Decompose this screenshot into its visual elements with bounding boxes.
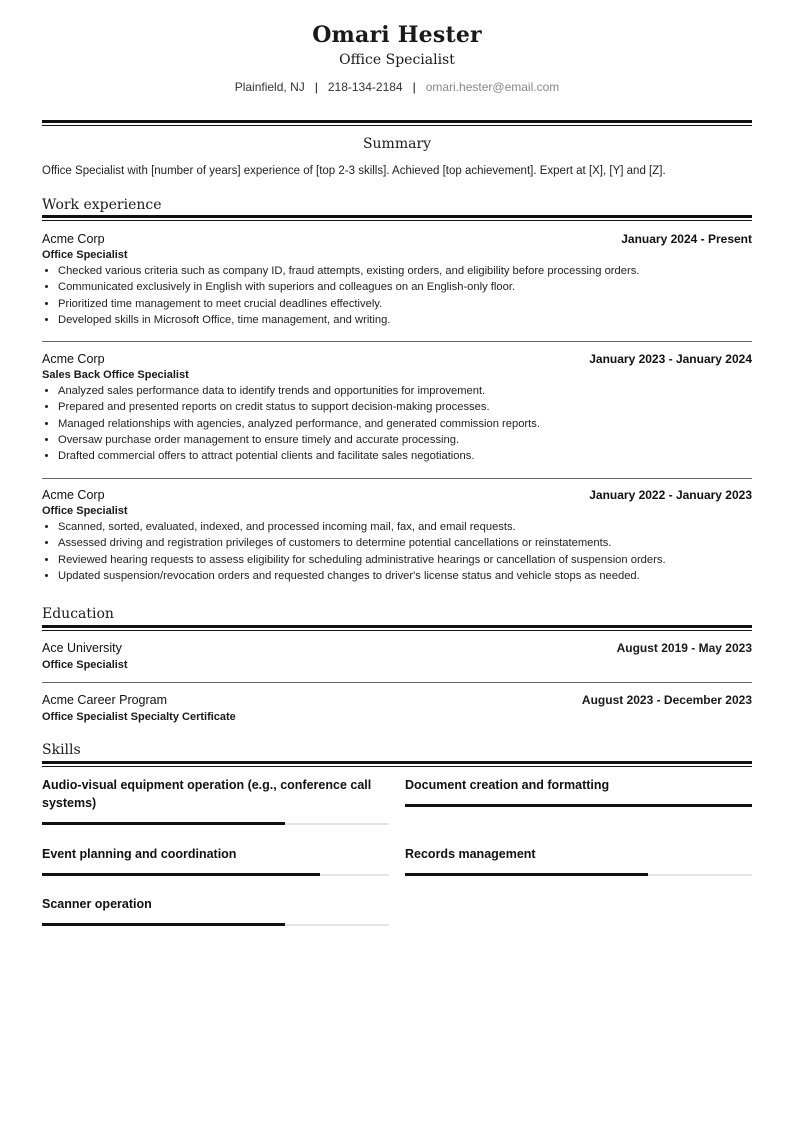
job-company: Acme Corp <box>42 232 105 246</box>
education-entry <box>42 693 752 723</box>
job-company: Acme Corp <box>42 488 105 502</box>
skill-item <box>42 776 389 812</box>
skill-level-bar <box>42 823 389 825</box>
job-entry <box>42 352 752 464</box>
skill-level-bar <box>42 874 389 876</box>
skill-level-fill <box>405 804 752 807</box>
job-bullet: • Updated suspension/revocation orders and requested changes to driver's license status and vehicle stops as needed. <box>58 568 752 584</box>
contact-separator: | <box>314 80 318 94</box>
job-bullet: • Oversaw purchase order management to ensure timely and accurate processing. <box>58 432 752 448</box>
skill-label: Document creation and formatting <box>405 778 610 792</box>
job-bullet: • Developed skills in Microsoft Office, time management, and writing. <box>58 312 752 328</box>
section-divider <box>42 761 752 767</box>
job-bullet: • Checked various criteria such as company ID, fraud attempts, existing orders, and eligibility before processing orders. <box>58 263 752 279</box>
job-entry <box>42 232 752 328</box>
skill-item <box>405 845 752 863</box>
section-divider <box>42 215 752 221</box>
skill-item <box>405 776 752 794</box>
summary-text: Office Specialist with [number of years] experience of [top 2-3 skills]. Achieved [top achievement]. Expert at [X], [Y] and [Z]. <box>42 165 666 177</box>
email-link[interactable]: omari.hester@email.com <box>425 80 560 94</box>
skill-level-fill <box>42 873 320 876</box>
job-dates: January 2022 - January 2023 <box>589 488 752 502</box>
contact-separator: | <box>412 80 416 94</box>
work-experience-heading: Work experience <box>42 197 162 213</box>
candidate-title: Office Specialist <box>339 52 455 68</box>
job-bullet: • Drafted commercial offers to attract potential clients and facilitate sales negotiations. <box>58 448 752 464</box>
job-role: Sales Back Office Specialist <box>42 369 189 381</box>
candidate-name: Omari Hester <box>312 22 482 48</box>
job-bullet: • Prioritized time management to meet crucial deadlines effectively. <box>58 296 752 312</box>
job-bullet: • Assessed driving and registration privileges of customers to determine potential cancellations or reinstatements. <box>58 535 752 551</box>
education-school: Acme Career Program <box>42 693 168 707</box>
skill-label: Audio-visual equipment operation (e.g., conference call systems) <box>42 778 372 810</box>
education-degree: Office Specialist <box>42 659 128 671</box>
job-divider <box>42 478 752 479</box>
skill-level-bar <box>42 924 389 926</box>
skill-item <box>42 845 389 863</box>
phone-text: 218-134-2184 <box>327 80 403 94</box>
job-bullets <box>42 383 752 464</box>
job-bullet: • Managed relationships with agencies, analyzed performance, and generated commission reports. <box>58 416 752 432</box>
skill-level-bar <box>405 805 752 807</box>
location-text: Plainfield, NJ <box>234 80 305 94</box>
skill-item <box>42 895 389 913</box>
job-role: Office Specialist <box>42 249 128 261</box>
skill-level-fill <box>42 822 285 825</box>
education-entry <box>42 641 752 671</box>
education-heading: Education <box>42 606 114 622</box>
skills-heading: Skills <box>42 742 81 758</box>
skill-level-fill <box>42 923 285 926</box>
job-divider <box>42 341 752 342</box>
summary-heading: Summary <box>362 136 432 152</box>
job-role: Office Specialist <box>42 505 128 517</box>
job-company: Acme Corp <box>42 352 105 366</box>
job-bullet: • Analyzed sales performance data to identify trends and opportunities for improvement. <box>58 383 752 399</box>
job-dates: January 2024 - Present <box>621 232 752 246</box>
skill-level-fill <box>405 873 648 876</box>
job-bullet: • Prepared and presented reports on credit status to support decision-making processes. <box>58 399 752 415</box>
job-dates: January 2023 - January 2024 <box>589 352 752 366</box>
job-bullets <box>42 519 752 584</box>
job-bullet: • Scanned, sorted, evaluated, indexed, and processed incoming mail, fax, and email requests. <box>58 519 752 535</box>
job-entry <box>42 488 752 584</box>
skill-label: Records management <box>405 847 536 861</box>
education-divider <box>42 682 752 683</box>
job-bullet: • Communicated exclusively in English with superiors and colleagues on an English-only floor. <box>58 279 752 295</box>
section-divider <box>42 625 752 631</box>
education-dates: August 2019 - May 2023 <box>616 641 752 655</box>
contact-line <box>42 80 752 94</box>
education-school: Ace University <box>42 641 122 655</box>
skill-level-bar <box>405 874 752 876</box>
education-degree: Office Specialist Specialty Certificate <box>42 711 236 723</box>
education-dates: August 2023 - December 2023 <box>581 693 752 707</box>
skill-label: Scanner operation <box>42 897 152 911</box>
header-divider <box>42 120 752 126</box>
job-bullets <box>42 263 752 328</box>
skill-label: Event planning and coordination <box>42 847 237 861</box>
job-bullet: • Reviewed hearing requests to assess eligibility for scheduling administrative hearings or cancellation of suspension orders. <box>58 552 752 568</box>
